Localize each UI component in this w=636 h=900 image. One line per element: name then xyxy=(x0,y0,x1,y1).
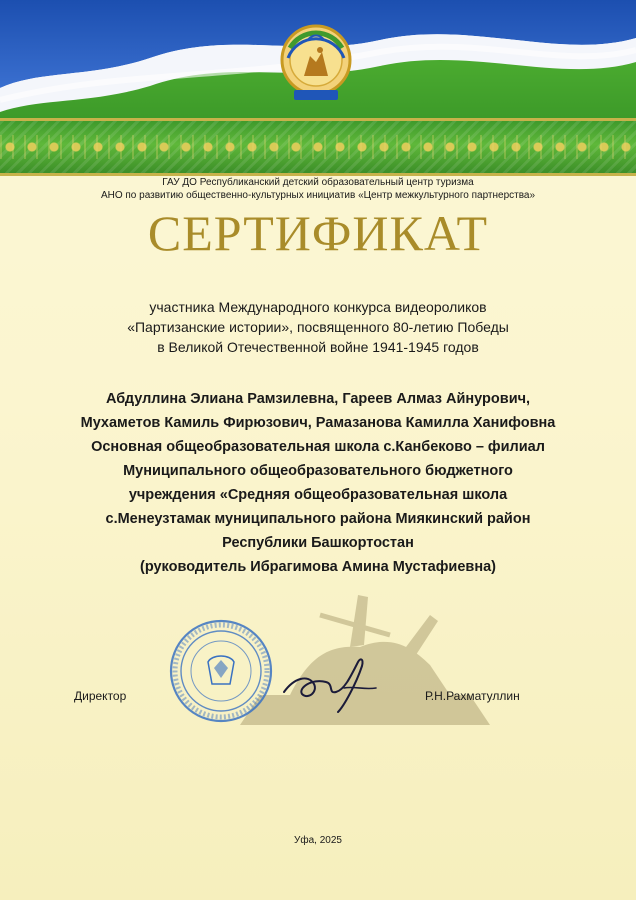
recipient-line: с.Менеузтамак муниципального района Миякинский район xyxy=(105,511,531,527)
signer-name: Р.Н.Рахматуллин xyxy=(425,689,520,703)
recipient-line: Абдуллина Элиана Рамзилевна, Гареев Алмаз Айнурович, xyxy=(105,391,531,407)
description-line: «Партизанские истории», посвященного 80-летию Победы xyxy=(127,319,509,335)
description-line: в Великой Отечественной войне 1941-1945 годов xyxy=(157,339,479,355)
organization-line-2: АНО по развитию общественно-культурных инициатив «Центр межкультурного партнерства» xyxy=(100,190,536,201)
ornament-border xyxy=(0,118,636,176)
certificate-title: СЕРТИФИКАТ xyxy=(147,205,489,261)
signature-icon xyxy=(278,648,388,718)
recipient-line: Республики Башкортостан xyxy=(222,535,414,551)
recipient-line: Мухаметов Камиль Фирюзович, Рамазанова Камилла Ханифовна xyxy=(80,415,556,431)
recipient-line: учреждения «Средняя общеобразовательная школа xyxy=(128,487,508,503)
official-seal-icon xyxy=(168,618,274,724)
recipient-line: Муниципального общеобразовательного бюджетного xyxy=(123,463,513,479)
recipient-line: Основная общеобразовательная школа с.Канбеково – филиал xyxy=(91,439,545,455)
director-label: Директор xyxy=(74,689,127,703)
city-year: Уфа, 2025 xyxy=(294,835,342,846)
bashkortostan-coat-of-arms-icon xyxy=(276,18,356,110)
description-line: участника Международного конкурса видеороликов xyxy=(149,299,487,315)
recipient-line: (руководитель Ибрагимова Амина Мустафиевна) xyxy=(140,559,496,575)
organization-line-1: ГАУ ДО Республиканский детский образовательный центр туризма xyxy=(162,177,474,188)
